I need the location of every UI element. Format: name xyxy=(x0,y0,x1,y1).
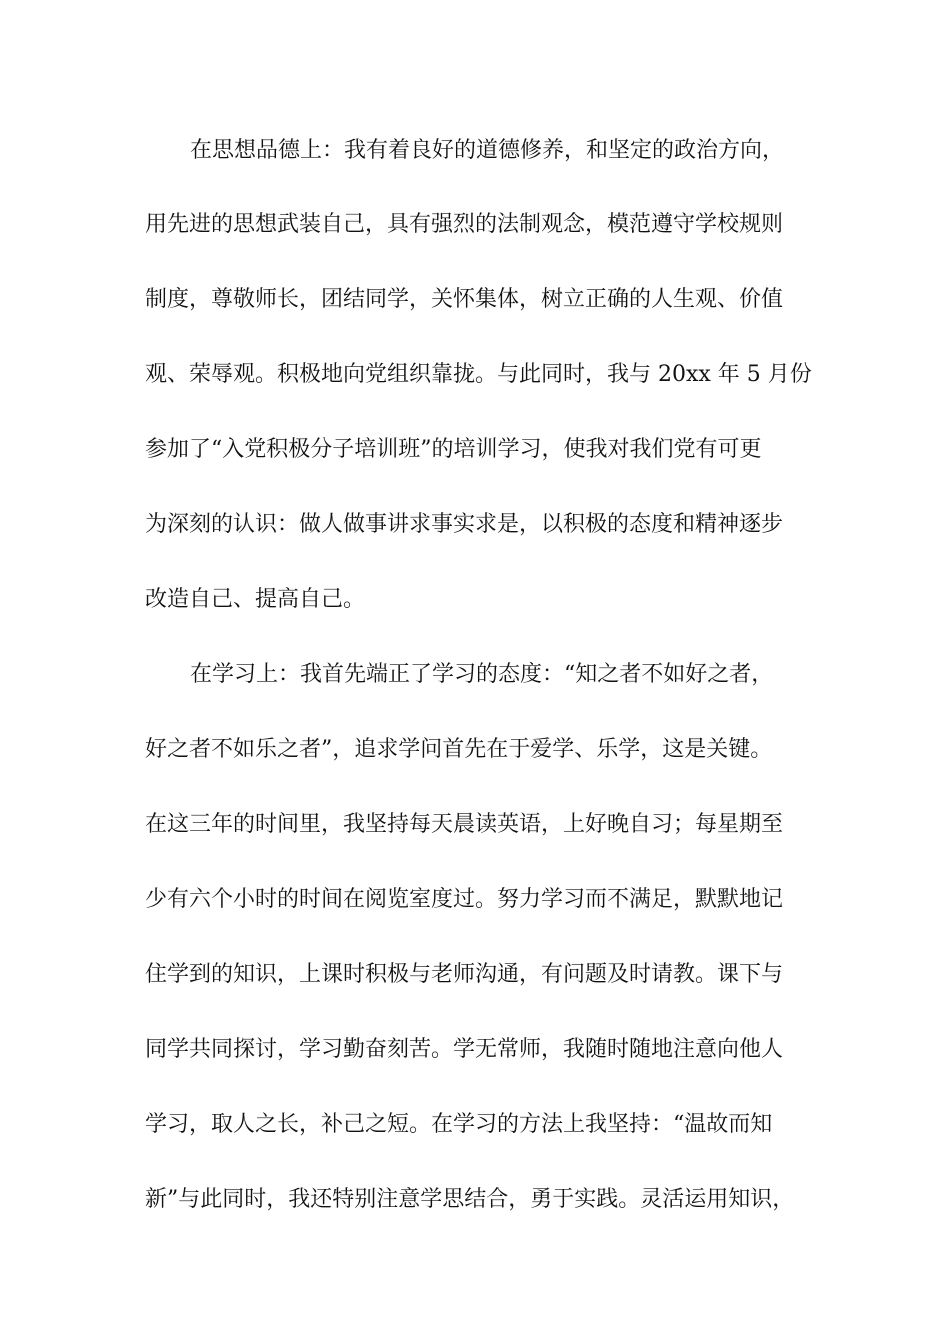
text-line: 同学共同探讨，学习勤奋刻苦。学无常师，我随时随地注意向他人 xyxy=(145,1037,784,1062)
text-line: 制度，尊敬师长，团结同学，关怀集体，树立正确的人生观、价值 xyxy=(145,287,784,312)
text-line: 在思想品德上：我有着良好的道德修养，和坚定的政治方向， xyxy=(190,138,785,163)
text-line: 用先进的思想武装自己，具有强烈的法制观念，模范遵守学校规则 xyxy=(145,212,784,237)
text-line: 少有六个小时的时间在阅览室度过。努力学习而不满足，默默地记 xyxy=(145,887,784,912)
text-line: 住学到的知识，上课时积极与老师沟通，有问题及时请教。课下与 xyxy=(145,962,784,987)
text-line: 在学习上：我首先端正了学习的态度：“知之者不如好之者， xyxy=(190,662,774,687)
text-line: 在这三年的时间里，我坚持每天晨读英语，上好晚自习；每星期至 xyxy=(145,812,784,837)
text-line: 改造自己、提高自己。 xyxy=(145,587,366,612)
text-line: 观、荣辱观。积极地向党组织靠拢。与此同时，我与 20xx 年 5 月份 xyxy=(145,362,812,387)
text-line: 参加了“入党积极分子培训班”的培训学习，使我对我们党有可更 xyxy=(145,437,762,462)
text-line: 学习，取人之长，补己之短。在学习的方法上我坚持：“温故而知 xyxy=(145,1112,773,1137)
text-line: 新”与此同时，我还特别注意学思结合，勇于实践。灵活运用知识， xyxy=(145,1187,795,1212)
text-line: 为深刻的认识：做人做事讲求事实求是，以积极的态度和精神逐步 xyxy=(145,512,784,537)
text-line: 好之者不如乐之者”，追求学问首先在于爱学、乐学，这是关键。 xyxy=(145,737,773,762)
